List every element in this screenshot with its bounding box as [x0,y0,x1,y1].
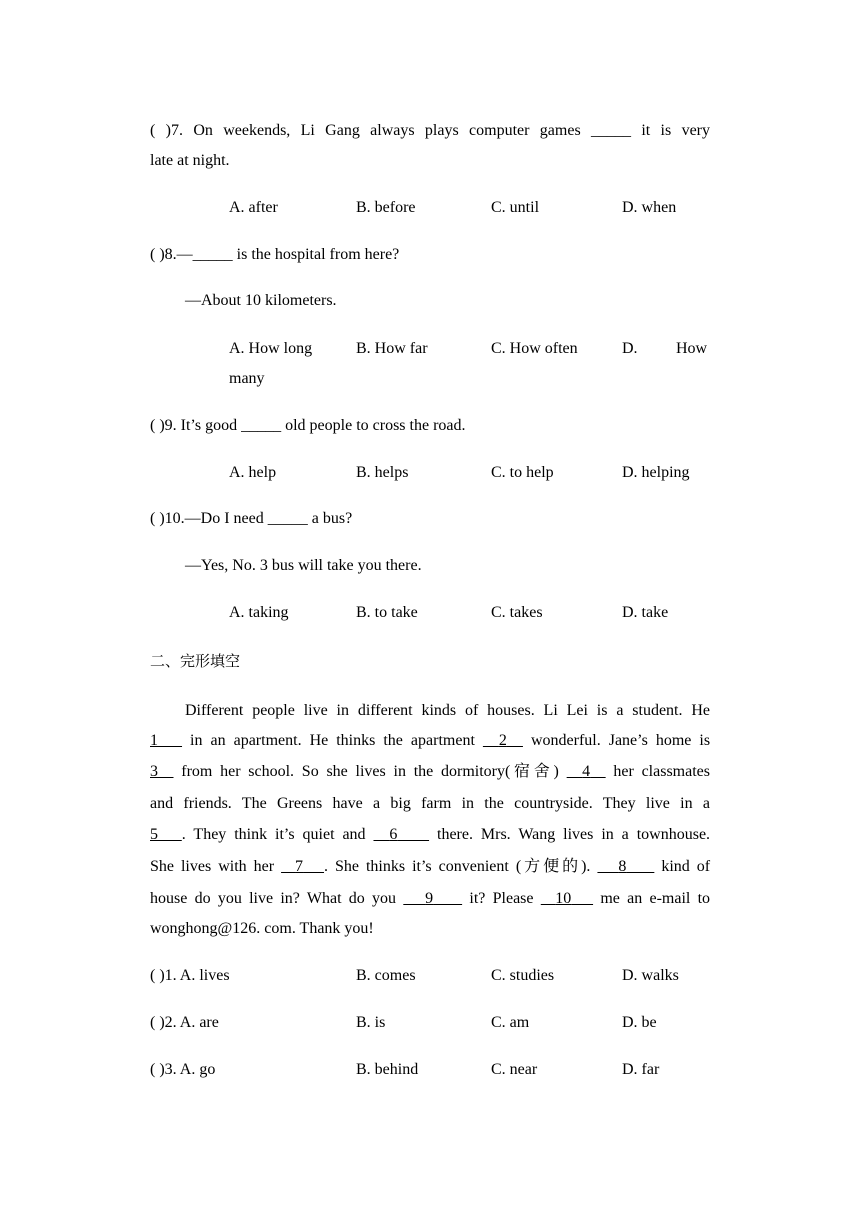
cloze-item-2-option-d: D. be [622,1014,657,1031]
blank-1: 1 [150,732,158,749]
q9-stem: ( )9. It’s good _____ old people to cross the road. [150,417,466,434]
cloze-item-1-option-b: B. comes [356,967,416,984]
passage-line8: wonghong@126. com. Thank you! [150,920,374,937]
passage-line6: She lives with her 7 . She thinks it’s convenient (方便的). 8 kind of [150,858,711,875]
passage-line2: 1 in an apartment. He thinks the apartment 2 wonderful. Jane’s home is [150,732,711,749]
blank-5: 5 [150,826,158,843]
q7-option-b: B. before [356,199,416,216]
cloze-item-1-option-c: C. studies [491,967,555,984]
blank-6: 6 [389,826,398,843]
q9-option-d: D. helping [622,464,690,481]
q10-option-a: A. taking [229,604,289,621]
q9-option-c: C. to help [491,464,554,481]
q9-option-a: A. help [229,464,277,481]
cloze-item-2-option-c: C. am [491,1014,530,1031]
q7-option-a: A. after [229,199,278,216]
cloze-item-2-option-b: B. is [356,1014,386,1031]
blank-4: 4 [582,763,591,780]
passage-line4: and friends. The Greens have a big farm in the countryside. They live in a [150,795,710,812]
q10-stem: ( )10.—Do I need _____ a bus? [150,510,353,527]
q7-option-c: C. until [491,199,540,216]
blank-2: 2 [498,732,507,749]
passage-line1: Different people live in different kinds of houses. Li Lei is a student. He [185,702,710,719]
q8-option-d: D. [622,340,638,357]
q10-option-c: C. takes [491,604,543,621]
q7-stem-line2: late at night. [150,152,230,169]
cloze-item-3-stem: ( )3. A. go [150,1061,216,1078]
cloze-item-2-stem: ( )2. A. are [150,1014,219,1031]
q8-answer-line: —About 10 kilometers. [185,292,337,309]
q10-answer-line: —Yes, No. 3 bus will take you there. [185,557,422,574]
cloze-item-1-stem: ( )1. A. lives [150,967,230,984]
q8-option-c: C. How often [491,340,578,357]
passage-line7: house do you live in? What do you 9 it? Please 10 me an e-mail to [150,890,711,907]
blank-7: 7 [295,858,304,875]
q8-option-b: B. How far [356,340,428,357]
q8-option-a: A. How long [229,340,313,357]
passage-line3: 3 from her school. So she lives in the dormitory(宿舍) 4 her classmates [150,763,710,780]
section2-heading: 二、完形填空 [150,652,241,670]
cloze-item-1-option-d: D. walks [622,967,679,984]
cloze-item-3-option-b: B. behind [356,1061,419,1078]
q7-stem-line1: ( )7. On weekends, Li Gang always plays computer games _____ it is very [150,122,710,139]
q9-option-b: B. helps [356,464,409,481]
q8-stem: ( )8.—_____ is the hospital from here? [150,246,400,263]
q10-option-b: B. to take [356,604,418,621]
cloze-item-3-option-d: D. far [622,1061,660,1078]
blank-9: 9 [425,890,434,907]
cloze-item-3-option-c: C. near [491,1061,538,1078]
q8-option-d-word1: How [676,340,708,357]
passage-line5: 5 . They think it’s quiet and 6 there. Mrs. Wang lives in a townhouse. [150,826,711,843]
q10-option-d: D. take [622,604,669,621]
blank-3: 3 [150,763,158,780]
q7-option-d: D. when [622,199,677,216]
q8-option-d-word2: many [229,370,265,387]
blank-10: 10 [555,890,572,907]
blank-8: 8 [618,858,627,875]
